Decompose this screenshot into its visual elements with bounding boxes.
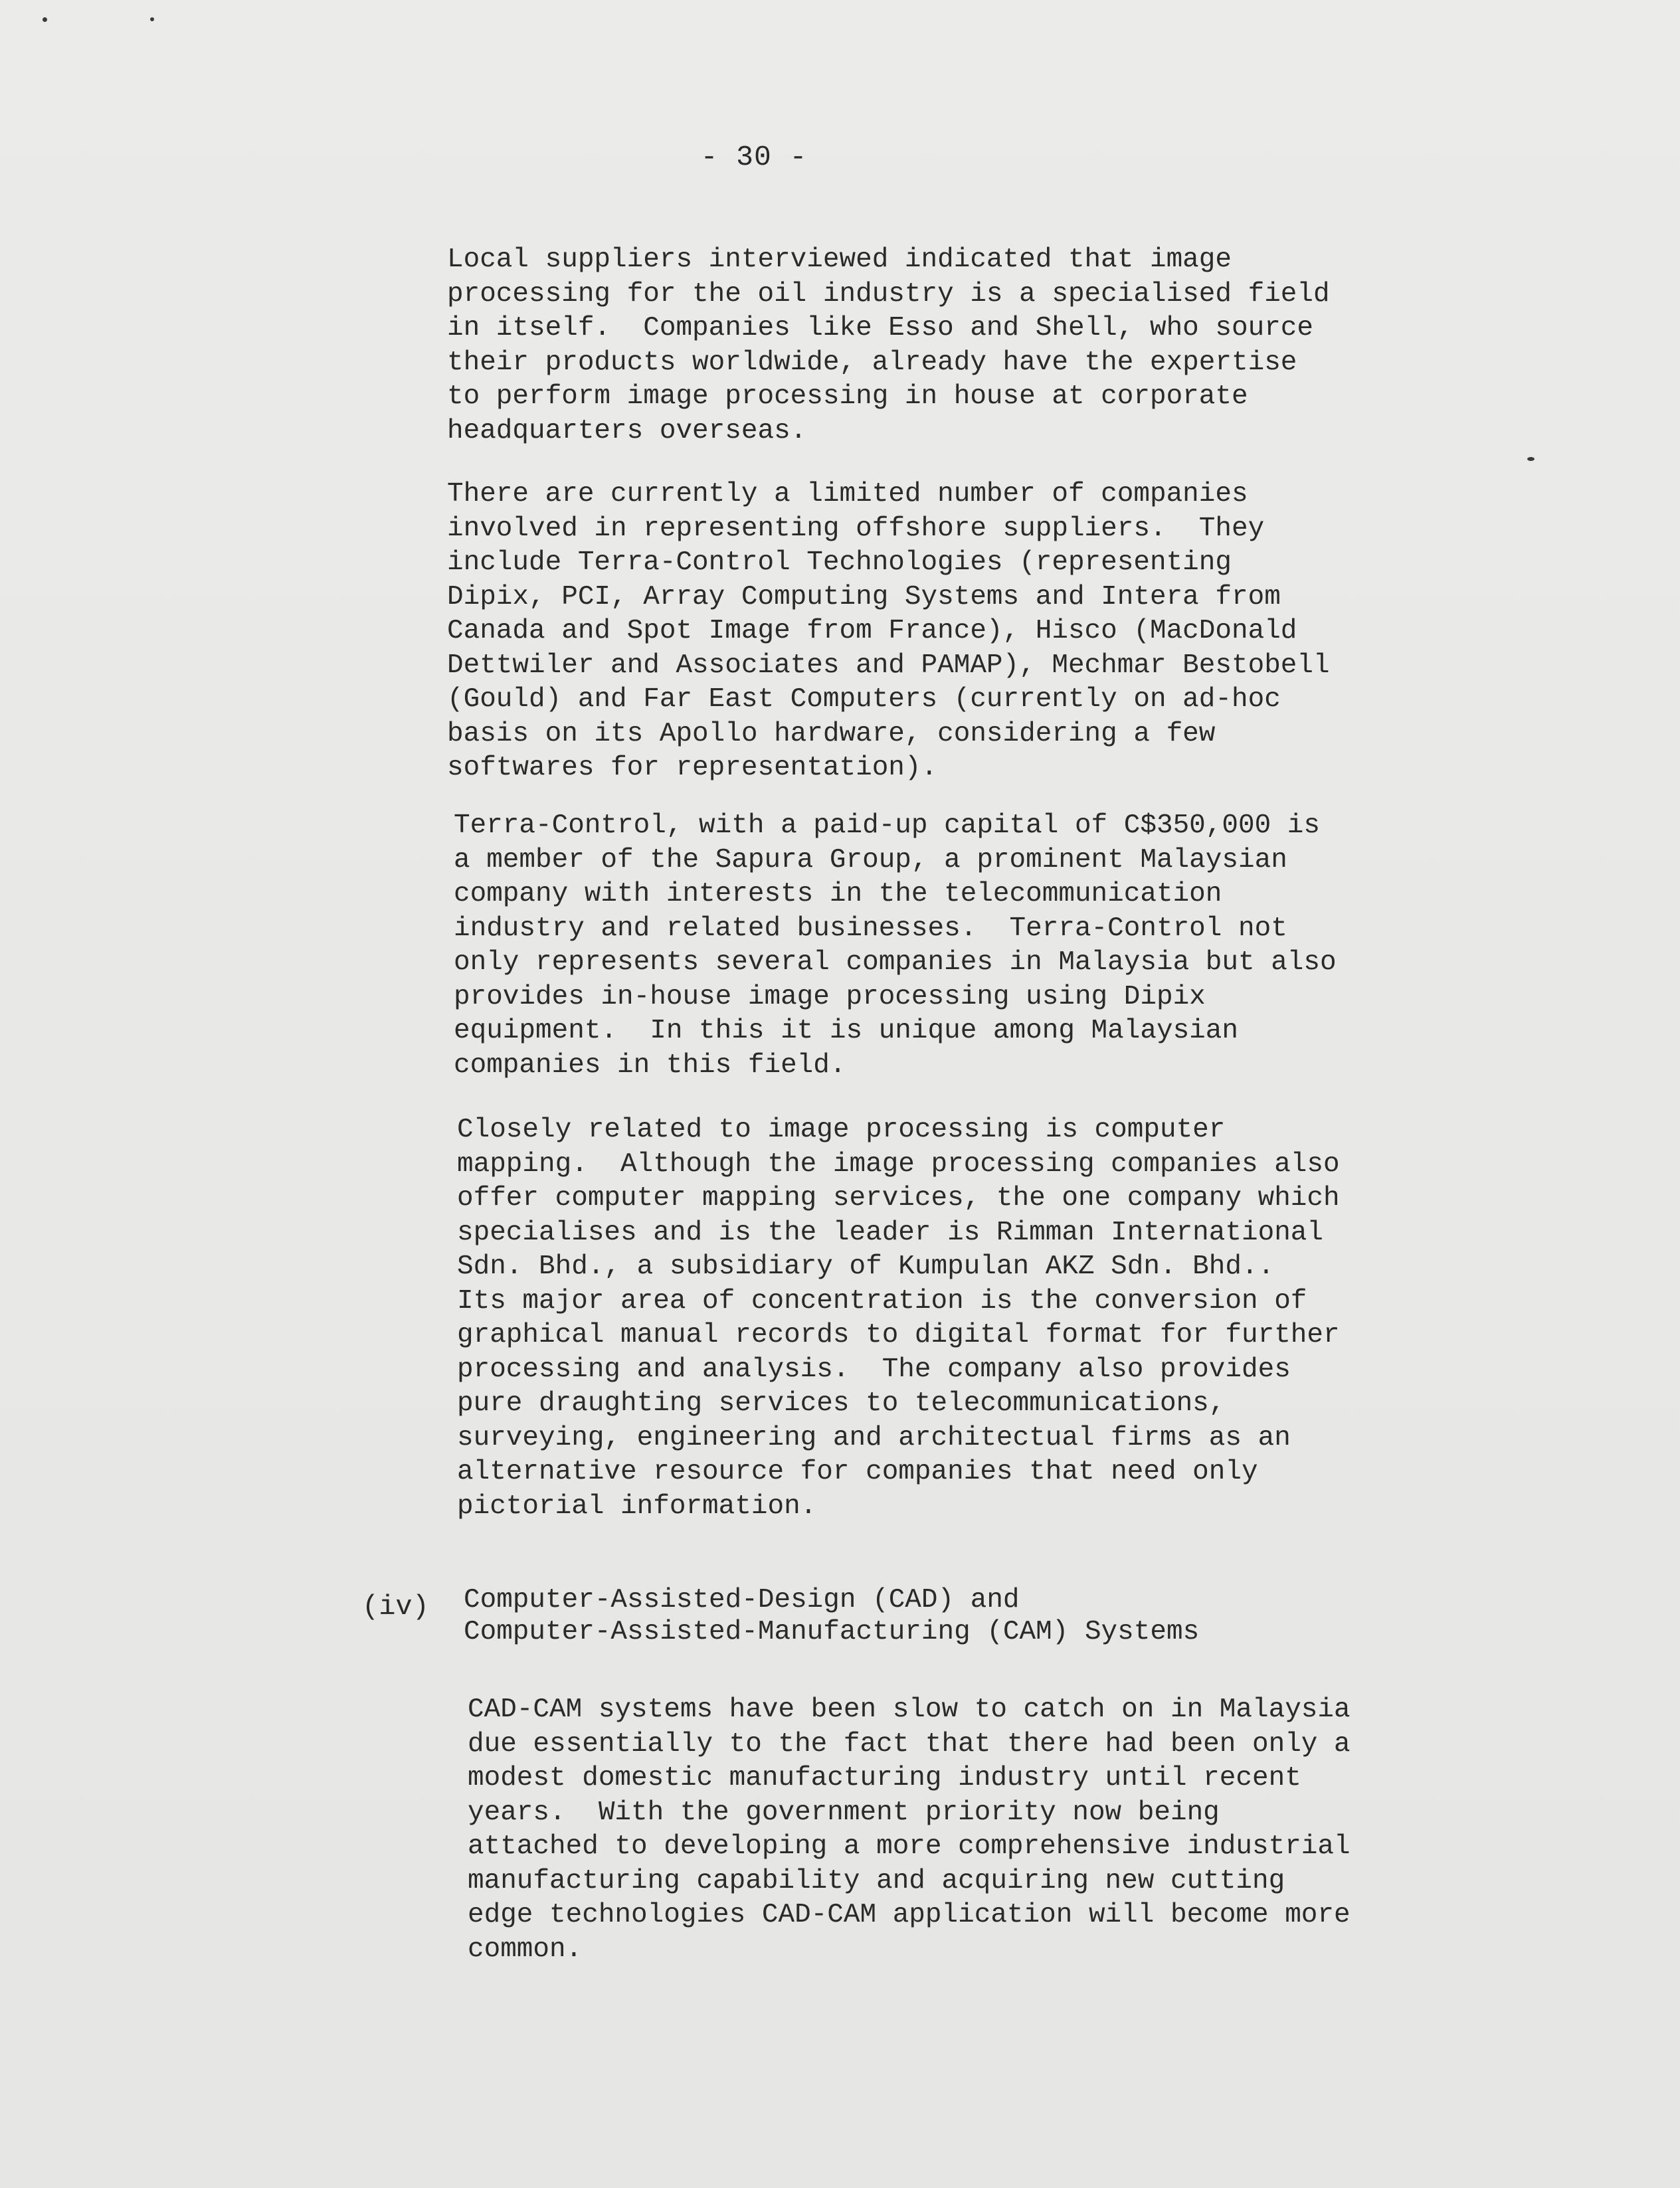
text-line: provides in-house image processing using Dipix	[454, 981, 1206, 1012]
page-number: - 30 -	[700, 141, 808, 173]
text-line: pictorial information.	[457, 1491, 817, 1522]
text-line: specialises and is the leader is Rimman International	[457, 1217, 1324, 1248]
section-heading	[464, 1584, 1199, 1648]
scan-speck	[43, 17, 47, 22]
text-line: softwares for representation).	[447, 753, 938, 783]
text-line: involved in representing offshore suppliers. They	[447, 513, 1265, 544]
text-line: companies in this field.	[454, 1049, 846, 1081]
text-line: Closely related to image processing is computer	[457, 1115, 1226, 1145]
text-line: graphical manual records to digital format for further	[457, 1320, 1340, 1350]
section-number: (iv)	[362, 1591, 429, 1623]
text-line: Dipix, PCI, Array Computing Systems and Intera from	[447, 581, 1281, 612]
paragraph-terra-control	[454, 809, 1397, 1083]
text-line: headquarters overseas.	[447, 415, 807, 446]
text-line: a member of the Sapura Group, a prominent Malaysian	[454, 844, 1287, 875]
heading-line: Computer-Assisted-Manufacturing (CAM) Systems	[464, 1617, 1200, 1647]
text-line: attached to developing a more comprehensive industrial	[468, 1831, 1351, 1862]
text-line: There are currently a limited number of companies	[447, 479, 1248, 509]
text-line: common.	[468, 1934, 583, 1965]
paragraph-local-suppliers	[447, 243, 1390, 448]
text-line: Local suppliers interviewed indicated that image	[447, 244, 1232, 275]
paragraph-offshore-suppliers	[447, 478, 1390, 786]
text-line: alternative resource for companies that need only	[457, 1457, 1258, 1487]
text-line: (Gould) and Far East Computers (currently on ad-hoc	[447, 684, 1281, 715]
text-line: their products worldwide, already have the expertise	[447, 347, 1297, 378]
paragraph-computer-mapping	[457, 1113, 1400, 1524]
text-line: Its major area of concentration is the conversion of	[457, 1285, 1307, 1317]
text-line: due essentially to the fact that there had been only a	[468, 1728, 1351, 1760]
text-line: Sdn. Bhd., a subsidiary of Kumpulan AKZ Sdn. Bhd..	[457, 1251, 1275, 1282]
text-line: surveying, engineering and architectual firms as an	[457, 1422, 1291, 1453]
text-line: Dettwiler and Associates and PAMAP), Mechmar Bestobell	[447, 650, 1330, 681]
text-line: in itself. Companies like Esso and Shell, who source	[447, 313, 1314, 343]
scan-speck	[1527, 457, 1535, 461]
text-line: years. With the government priority now being	[468, 1797, 1220, 1828]
text-line: processing and analysis. The company also provides	[457, 1354, 1291, 1385]
text-line: manufacturing capability and acquiring new cutting	[468, 1865, 1285, 1896]
paragraph-cad-cam	[468, 1693, 1411, 1967]
text-line: to perform image processing in house at corporate	[447, 381, 1248, 412]
text-line: Canada and Spot Image from France), Hisco (MacDonald	[447, 616, 1297, 646]
scan-speck	[150, 17, 154, 21]
text-line: include Terra-Control Technologies (representing	[447, 547, 1232, 578]
text-line: mapping. Although the image processing companies also	[457, 1148, 1340, 1180]
text-line: modest domestic manufacturing industry until recent	[468, 1763, 1301, 1793]
text-line: pure draughting services to telecommunications,	[457, 1388, 1226, 1419]
text-line: equipment. In this it is unique among Malaysian	[454, 1016, 1238, 1046]
text-line: basis on its Apollo hardware, considering a few	[447, 718, 1216, 749]
text-line: processing for the oil industry is a specialised field	[447, 278, 1330, 310]
text-line: edge technologies CAD-CAM application will become more	[468, 1900, 1351, 1930]
text-line: company with interests in the telecommunication	[454, 879, 1222, 909]
text-line: offer computer mapping services, the one company which	[457, 1183, 1340, 1214]
text-line: Terra-Control, with a paid-up capital of C$350,000 is	[454, 810, 1321, 841]
text-line: only represents several companies in Malaysia but also	[454, 947, 1337, 978]
heading-line: Computer-Assisted-Design (CAD) and	[464, 1585, 1020, 1615]
text-line: CAD-CAM systems have been slow to catch on in Malaysia	[468, 1694, 1351, 1725]
text-line: industry and related businesses. Terra-Control not	[454, 913, 1287, 944]
